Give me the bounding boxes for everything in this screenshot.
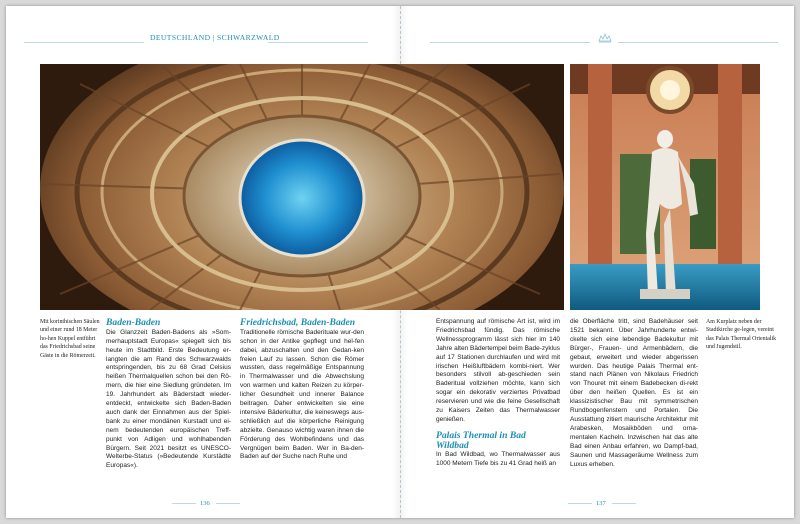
- header-rule-mid: [268, 42, 368, 43]
- page-number-rule-right-b: [612, 503, 636, 504]
- crown-ornament-icon: [598, 33, 612, 43]
- dome-illustration: [40, 64, 564, 310]
- page-number-right: 137: [596, 500, 606, 507]
- text-palais-thermal: In Bad Wildbad, wo Thermalwasser aus 1000 Metern Tiefe bis zu 41 Grad heiß an: [436, 451, 560, 468]
- column-right-2: [570, 318, 698, 469]
- statue-illustration: [570, 64, 760, 310]
- header-rule-right-a: [430, 42, 590, 43]
- page-number-left: 136: [200, 500, 210, 507]
- friedrichsbad-dome-photo: [40, 64, 564, 310]
- column-right-1: [436, 318, 560, 469]
- text-friedrichsbad-continued: Entspannung auf römische Art ist, wird im Friedrichsbad fündig. Das römische Wellnessprogramm lässt sich hier im 140 Jahre alten Bädertempel beim Bade-zyklus auf 17 Stationen durchlaufen und wird mit irischen Heißluftbädern kombi-niert. Wer besonders stilvoll ab-geschieden sein Baderitual vollziehen möchte, kann sich sogar ein dekorativ verziertes Privatbad reservieren und wie die feine Gesellschaft zu Kaisers Zeiten das Thermalwasser genießen.: [436, 318, 560, 423]
- heading-friedrichsbad: Friedrichsbad, Baden-Baden: [240, 317, 356, 328]
- text-palais-thermal-continued: die Oberfläche tritt, sind Badehäuser seit 1521 bekannt. Über Jahrhunderte entwi-ckelte sich eine lebendige Badekultur mit Bürger-, Frauen- und Armenbädern, die gebaut, erweitert und wieder abgerissen wurden. Das heutige Palais Thermal ent-stand nach Plänen von Nikolaus Friedrich von Thouret mit einem Badebecken di-rekt über den heißen Quellen. Es ist ein klassizistischer Bau mit symmetrischen Rundbogenfenstern und Portalen. Die Ausstattung zitiert maurische Architektur mit Arabesken, Mosaikböden und orna-mentalen Kacheln. Inzwischen hat das alte Bad einen Anbau erfahren, wo Dampf-bad, Saunen und Massageräume Wellness zum Luxus erheben.: [570, 318, 698, 468]
- text-friedrichsbad: Traditionelle römische Baderituale wur-den schon in der Antike gepflegt und hel-fen dabei, abzuschalten und den Gedan-ken freien Lauf zu lassen. Schon die Römer wussten, dass regelmäßige Entspannung in Thermalwasser und die Abwechslung von warmen und kalten Reizen zu körper-licher Gesundheit und innerer Balance beitragen. Daher entwickelten sie eine intensive Bäderkultur, die keineswegs aus-schließlich auf die körperliche Reinigung abzielte. Genauso wichtig waren ihnen die Förderung des Wohlbefindens und das Vergnügen beim Baden. Wer in Ba-den-Baden auf der Suche nach Ruhe und: [240, 328, 364, 461]
- page-number-rule-left-a: [172, 503, 196, 504]
- book-spread: [6, 6, 794, 518]
- column-baden-baden: [106, 318, 231, 471]
- header-rule-left: [24, 42, 144, 43]
- heading-palais-thermal: Palais Thermal in Bad Wildbad: [436, 429, 526, 451]
- heading-baden-baden: Baden-Baden: [106, 317, 161, 328]
- running-head: DEUTSCHLAND | SCHWARZWALD: [150, 33, 280, 42]
- right-photo-caption: Am Kurplatz neben der Stadtkirche ge-legen, vereint das Palais Thermal Orientalik und Jugendstil.: [706, 319, 777, 351]
- column-friedrichsbad: [240, 318, 364, 462]
- left-photo-caption: Mit korinthischen Säulen und einer rund 18 Meter ho-hen Kuppel entführt das Friedrichsbad seine Gäste in die Römerzeit.: [40, 319, 100, 359]
- header-rule-right-b: [618, 42, 778, 43]
- text-baden-baden: Die Glanzzeit Baden-Badens als »Som-merhauptstadt Europas« spiegelt sich bis heute im Stadtbild. Erste Bedeutung er-langten die am Rand des Schwarzwalds entspringenden, bis zu 68 Grad Celsius heißen Thermalquellen schon bei den Rö-mern, die hier eine Siedlung gründeten. Im 19. Jahrhundert als Bäderstadt wieder-entdeckt, entwickelte sich Baden-Baden auch dank der Einnahmen aus der Spiel-bank zu einer mondänen Kurstadt und ei-nem bedeutenden europäischen Treff-punkt von Adligen und wohlhabenden Bürgern. Seit 2021 besitzt es UNESCO-Welterbe-Status (»Bedeutende Kurstädte Europas«).: [106, 328, 231, 470]
- page-number-rule-right-a: [568, 503, 592, 504]
- palais-thermal-statue-photo: [570, 64, 760, 310]
- page-number-rule-left-b: [216, 503, 240, 504]
